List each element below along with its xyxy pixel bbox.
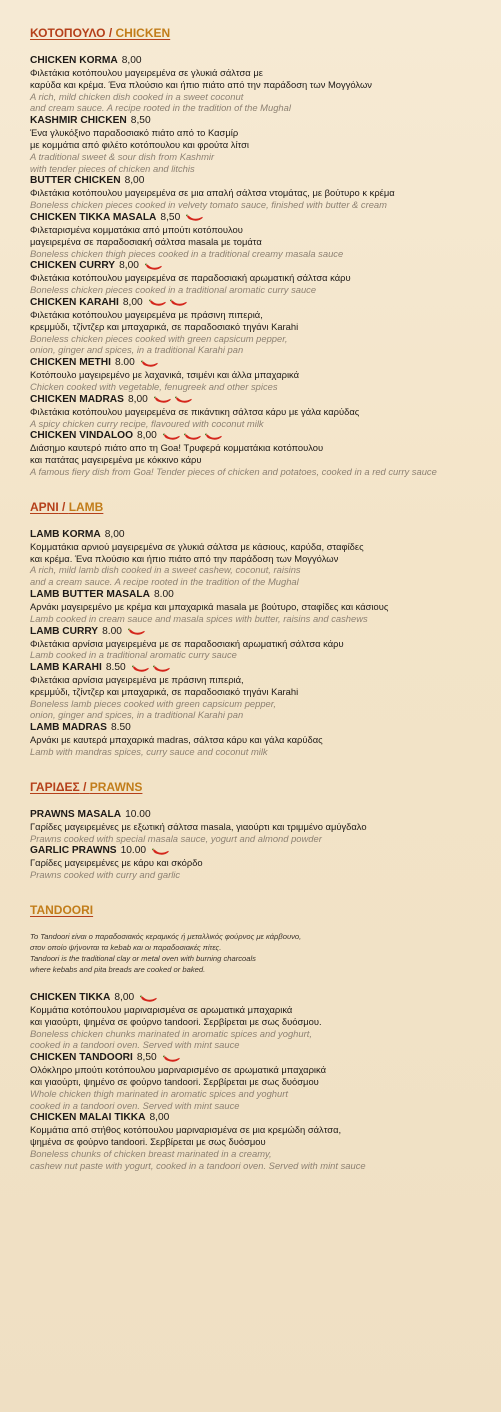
chili-pepper-icon bbox=[163, 432, 181, 440]
english-description: A spicy chicken curry recipe, flavoured with coconut milk bbox=[30, 417, 264, 429]
greek-description: Φιλετάκια αρνίσια μαγειρεμένα με σε παραδοσιακή αρωματική σάλτσα κάρυ bbox=[30, 637, 344, 649]
section-title-greek: ΓΑΡΙΔΕΣ bbox=[30, 779, 80, 794]
intro-line: Το Tandoori είναι ο παραδοσιακός κεραμικός ή μεταλλικός φούρνος με κάρβουνο, bbox=[30, 932, 302, 942]
english-description: Boneless chicken thigh pieces cooked in a traditional creamy masala sauce bbox=[30, 247, 344, 259]
chili-pepper-icon bbox=[184, 432, 202, 440]
english-description: Boneless chunks of chicken breast marinated in a creamy, bbox=[30, 1148, 272, 1160]
english-description: Prawns cooked with special masala sauce, yogurt and almond powder bbox=[30, 832, 322, 844]
spice-level bbox=[145, 262, 166, 270]
menu-item bbox=[30, 528, 480, 588]
section-intro bbox=[30, 931, 480, 975]
english-description: Whole chicken thigh marinated in aromatic spices and yoghurt bbox=[30, 1087, 288, 1099]
english-description: cooked in a tandoori oven. Served with mint sauce bbox=[30, 1099, 240, 1111]
chili-pepper-icon bbox=[154, 395, 172, 403]
menu-item-header bbox=[30, 54, 480, 67]
greek-description: Κομματάκια αρνιού μαγειρεμένα σε γλυκιά σάλτσα με κάσιους, καρύδα, σταφίδες bbox=[30, 540, 364, 552]
dish-name: CHICKEN METHI bbox=[30, 357, 111, 369]
dish-price: 10.00 bbox=[125, 808, 151, 820]
english-description: A rich, mild lamb dish cooked in a sweet cashew, coconut, raisins bbox=[30, 564, 301, 576]
greek-description: καρύδα και κρέμα. Ένα πλούσιο και ήπιο πιάτο από την παράδοση των Μογγόλων bbox=[30, 78, 372, 90]
dish-price: 8.00 bbox=[114, 357, 135, 369]
greek-description: Γαρίδες μαγειρεμένες με κάρυ και σκόρδο bbox=[30, 857, 203, 869]
greek-description: Γαρίδες μαγειρεμένες με εξωτική σάλτσα masala, γιαούρτι και τριμμένο αμύγδαλο bbox=[30, 820, 367, 832]
greek-description: Φιλεταρισμένα κομματάκια από μπούτι κοτόπουλου bbox=[30, 223, 243, 235]
dish-price: 8,00 bbox=[104, 528, 125, 540]
greek-description: και κρέμα. Ένα πλούσιο και ήπιο πιάτο από την παράδοση των Μογγόλων bbox=[30, 552, 339, 564]
menu-item bbox=[30, 393, 480, 430]
menu-item-header bbox=[30, 393, 480, 406]
menu-item-header bbox=[30, 1051, 480, 1064]
chili-pepper-icon bbox=[141, 359, 159, 367]
chili-pepper-icon bbox=[145, 262, 163, 270]
dish-name: CHICKEN CURRY bbox=[30, 260, 116, 272]
dish-price: 8,00 bbox=[137, 430, 157, 442]
spice-level bbox=[132, 664, 174, 672]
english-description: and cream sauce. A recipe rooted in the tradition of the Mughal bbox=[30, 102, 291, 114]
dish-price: 8,00 bbox=[122, 296, 143, 308]
dish-name: LAMB BUTTER MASALA bbox=[30, 588, 150, 600]
chili-pepper-icon bbox=[152, 847, 170, 855]
spice-level bbox=[186, 213, 207, 221]
dish-price: 8,00 bbox=[149, 1112, 170, 1124]
greek-description: Φιλετάκια κοτόπουλου μαγειρεμένα σε παραδοσιακή αρωματική σάλτσα κάρυ bbox=[30, 272, 351, 284]
dish-name: CHICKEN TIKKA bbox=[30, 992, 111, 1004]
section-title-greek: ΚΟΤΟΠΟΥΛΟ bbox=[30, 26, 106, 40]
dish-name: LAMB CURRY bbox=[30, 625, 99, 637]
menu-item bbox=[30, 1051, 480, 1111]
dish-name: CHICKEN MADRAS bbox=[30, 393, 124, 405]
menu-item bbox=[30, 356, 480, 393]
menu-item-header bbox=[30, 991, 480, 1004]
dish-name: KASHMIR CHICKEN bbox=[30, 115, 127, 127]
chili-pepper-icon bbox=[140, 994, 158, 1002]
english-description: A traditional sweet & sour dish from Kashmir bbox=[30, 150, 215, 162]
spice-level bbox=[154, 395, 196, 403]
menu-item bbox=[30, 625, 480, 662]
menu-item-header bbox=[30, 625, 480, 638]
menu-item bbox=[30, 114, 480, 174]
menu-section bbox=[30, 780, 480, 881]
greek-description: ψημένα σε φούρνο tandoori. Σερβίρεται με σως δυόσμου bbox=[30, 1136, 266, 1148]
dish-price: 8,00 bbox=[114, 992, 135, 1004]
menu-section bbox=[30, 500, 480, 758]
english-description: cashew nut paste with yogurt, cooked in a tandoori oven. Served with mint sauce bbox=[30, 1159, 366, 1171]
section-title-english: LAMB bbox=[68, 499, 104, 514]
dish-name: LAMB KORMA bbox=[30, 528, 101, 540]
english-description: cooked in a tandoori oven. Served with mint sauce bbox=[30, 1039, 240, 1051]
chili-pepper-icon bbox=[186, 213, 204, 221]
dish-price: 8,00 bbox=[127, 393, 148, 405]
menu-item-header bbox=[30, 211, 480, 224]
menu-item-header bbox=[30, 1111, 480, 1124]
section-title-separator: / bbox=[58, 499, 69, 514]
english-description: A rich, mild chicken dish cooked in a sweet coconut bbox=[30, 90, 244, 102]
english-description: Prawns cooked with curry and garlic bbox=[30, 869, 181, 881]
section-title-separator: / bbox=[79, 779, 90, 794]
section-title-english: CHICKEN bbox=[115, 26, 171, 40]
spice-level bbox=[152, 847, 173, 855]
english-description: Lamb cooked in a traditional aromatic curry sauce bbox=[30, 649, 237, 661]
intro-line: στον οποίο ψήνονται τα kebab και οι παραδοσιακές πίτες. bbox=[30, 943, 222, 953]
menu-item bbox=[30, 211, 480, 259]
dish-name: LAMB MADRAS bbox=[30, 722, 107, 734]
chili-pepper-icon bbox=[149, 298, 167, 306]
dish-name: CHICKEN MALAI TIKKA bbox=[30, 1112, 146, 1124]
menu-item-header bbox=[30, 114, 480, 127]
dish-price: 8.50 bbox=[110, 722, 131, 734]
chili-pepper-icon bbox=[128, 627, 146, 635]
english-description: Lamb cooked in cream sauce and masala spices with butter, raisins and cashews bbox=[30, 612, 368, 624]
greek-description: Αρνάκι μαγειρεμένο με κρέμα και μπαχαρικά masala με βούτυρο, σταφίδες και κάσιους bbox=[30, 600, 389, 612]
menu-section bbox=[30, 903, 480, 1172]
menu-page bbox=[30, 26, 480, 1194]
dish-price: 8,50 bbox=[160, 211, 181, 223]
greek-description: και γιαούρτι, ψημένα σε φούρνο tandoori. Σερβίρεται με σως δυόσμου. bbox=[30, 1015, 322, 1027]
greek-description: Κοτόπουλο μαγειρεμένο με λαχανικά, τσιμένι και άλλα μπαχαρικά bbox=[30, 369, 300, 381]
spice-level bbox=[149, 298, 191, 306]
menu-item bbox=[30, 54, 480, 114]
menu-item bbox=[30, 808, 480, 845]
greek-description: μαγειρεμένα σε παραδοσιακή σάλτσα masala με τομάτα bbox=[30, 235, 262, 247]
chili-pepper-icon bbox=[175, 395, 193, 403]
menu-section bbox=[30, 26, 480, 478]
greek-description: Φιλετάκια κοτόπουλου μαγειρεμένα με πράσινη πιπεριά, bbox=[30, 308, 263, 320]
spice-level bbox=[128, 627, 149, 635]
english-description: onion, ginger and spices, in a traditional Karahi pan bbox=[30, 344, 244, 356]
dish-name: CHICKEN TANDOORI bbox=[30, 1052, 133, 1064]
chili-pepper-icon bbox=[163, 1054, 181, 1062]
menu-item bbox=[30, 174, 480, 211]
section-title-english: TANDOORI bbox=[30, 903, 94, 918]
greek-description: με κομμάτια από φιλέτο κοτόπουλου και φρούτα λίτσι bbox=[30, 138, 249, 150]
menu-item bbox=[30, 1111, 480, 1171]
english-description: and a cream sauce. A recipe rooted in the tradition of the Mughal bbox=[30, 576, 299, 588]
greek-description: και γιαούρτι, ψημένο σε φούρνο tandoori. Σερβίρεται με σως δυόσμου bbox=[30, 1076, 319, 1088]
menu-item-header bbox=[30, 661, 480, 674]
menu-item-header bbox=[30, 259, 480, 272]
menu-item bbox=[30, 721, 480, 758]
greek-description: Διάσημο καυτερό πιάτο απο τη Goa! Τρυφερά κομματάκια κοτόπουλου bbox=[30, 442, 324, 454]
dish-price: 8.00 bbox=[153, 588, 174, 600]
spice-level bbox=[140, 994, 161, 1002]
dish-price: 8.00 bbox=[102, 625, 122, 637]
menu-item-header bbox=[30, 174, 480, 187]
section-title bbox=[30, 780, 480, 794]
dish-price: 8.50 bbox=[105, 662, 126, 674]
menu-item bbox=[30, 588, 480, 625]
dish-price: 10.00 bbox=[120, 845, 147, 857]
greek-description: Ολόκληρο μπούτι κοτόπουλου μαριναρισμένο σε αρωματικά μπαχαρικά bbox=[30, 1064, 327, 1076]
menu-item bbox=[30, 844, 480, 881]
english-description: Boneless chicken pieces cooked in velvety tomato sauce, finished with butter & cream bbox=[30, 199, 387, 211]
intro-line: where kebabs and pita breads are cooked or baked. bbox=[30, 965, 206, 975]
menu-item bbox=[30, 991, 480, 1051]
menu-item-header bbox=[30, 528, 480, 541]
english-description: Chicken cooked with vegetable, fenugreek and other spices bbox=[30, 380, 278, 392]
greek-description: Φιλετάκια κοτόπουλου μαγειρεμένα σε γλυκιά σάλτσα με bbox=[30, 67, 263, 78]
greek-description: Κομμάτια κοτόπουλου μαριναρισμένα σε αρωματικά μπαχαρικά bbox=[30, 1004, 293, 1016]
english-description: Boneless chicken chunks marinated in aromatic spices and yoghurt, bbox=[30, 1027, 312, 1039]
spice-level bbox=[141, 359, 162, 367]
greek-description: Φιλετάκια αρνίσια μαγειρεμένα με πράσινη πιπεριά, bbox=[30, 674, 244, 686]
greek-description: κρεμμύδι, τζίντζερ και μπαχαρικά, σε παραδοσιακό τηγάνι Karahi bbox=[30, 685, 299, 697]
greek-description: και πατάτας μαγειρεμένα με κόκκινο κάρυ bbox=[30, 454, 202, 466]
chili-pepper-icon bbox=[205, 432, 223, 440]
chili-pepper-icon bbox=[132, 664, 150, 672]
chili-pepper-icon bbox=[170, 298, 188, 306]
chili-pepper-icon bbox=[153, 664, 171, 672]
menu-item-header bbox=[30, 588, 480, 601]
dish-name: CHICKEN KARAHI bbox=[30, 296, 119, 308]
section-title bbox=[30, 500, 480, 514]
dish-name: BUTTER CHICKEN bbox=[30, 175, 121, 187]
menu-item-header bbox=[30, 429, 480, 442]
greek-description: Αρνάκι με καυτερά μπαχαρικά madras, σάλτσα κάρυ και γάλα καρύδας bbox=[30, 734, 323, 746]
greek-description: Κομμάτια από στήθος κοτόπουλου μαριναρισμένα σε μια κρεμώδη σάλτσα, bbox=[30, 1124, 342, 1136]
greek-description: Φιλετάκια κοτόπουλου μαγειρεμένα σε μια απαλή σάλτσα ντομάτας, με βούτυρο κ κρέμα bbox=[30, 187, 395, 199]
greek-description: Ένα γλυκόξινο παραδοσιακό πιάτο από το Κασμίρ bbox=[30, 127, 239, 139]
section-title-greek: ΑΡΝΙ bbox=[30, 499, 59, 514]
dish-name: LAMB KARAHI bbox=[30, 662, 102, 674]
greek-description: Φιλετάκια κοτόπουλου μαγειρεμένα σε πικάντικη σάλτσα κάρυ με γάλα καρύδας bbox=[30, 405, 360, 417]
menu-item-header bbox=[30, 721, 480, 734]
english-description: onion, ginger and spices, in a traditional Karahi pan bbox=[30, 709, 244, 721]
dish-price: 8,00 bbox=[119, 260, 139, 272]
menu-item bbox=[30, 661, 480, 721]
english-description: Boneless lamb pieces cooked with green capsicum pepper, bbox=[30, 697, 276, 709]
menu-item bbox=[30, 296, 480, 356]
dish-name: GARLIC PRAWNS bbox=[30, 845, 117, 857]
section-title-english: PRAWNS bbox=[89, 779, 143, 794]
greek-description: κρεμμύδι, τζίντζερ και μπαχαρικά, σε παραδοσιακό τηγάνι Karahi bbox=[30, 320, 299, 332]
section-title bbox=[30, 26, 480, 40]
dish-name: CHICKEN KORMA bbox=[30, 55, 118, 66]
dish-name: CHICKEN TIKKA MASALA bbox=[30, 211, 157, 223]
english-description: with tender pieces of chicken and litchis bbox=[30, 162, 195, 174]
menu-item bbox=[30, 429, 480, 477]
dish-name: PRAWNS MASALA bbox=[30, 808, 122, 820]
dish-price: 8,50 bbox=[136, 1052, 157, 1064]
dish-price: 8,50 bbox=[130, 115, 151, 127]
spice-level bbox=[163, 1054, 184, 1062]
menu-item-header bbox=[30, 844, 480, 857]
english-description: A famous fiery dish from Goa! Tender pieces of chicken and potatoes, cooked in a red curry sauce bbox=[30, 465, 437, 477]
dish-name: CHICKEN VINDALOO bbox=[30, 430, 134, 442]
menu-item-header bbox=[30, 296, 480, 309]
menu-item-header bbox=[30, 808, 480, 821]
section-title bbox=[30, 903, 480, 917]
section-title-separator: / bbox=[105, 26, 116, 40]
dish-price: 8,00 bbox=[121, 55, 142, 66]
intro-line: Tandoori is the traditional clay or metal oven with burning charcoals bbox=[30, 954, 256, 964]
english-description: Boneless chicken pieces cooked with green capsicum pepper, bbox=[30, 332, 288, 344]
spice-level bbox=[163, 432, 226, 440]
menu-item-header bbox=[30, 356, 480, 369]
dish-price: 8,00 bbox=[124, 175, 145, 187]
english-description: Boneless chicken pieces cooked in a traditional aromatic curry sauce bbox=[30, 284, 317, 296]
menu-item bbox=[30, 259, 480, 296]
english-description: Lamb with mandras spices, curry sauce and coconut milk bbox=[30, 746, 268, 758]
